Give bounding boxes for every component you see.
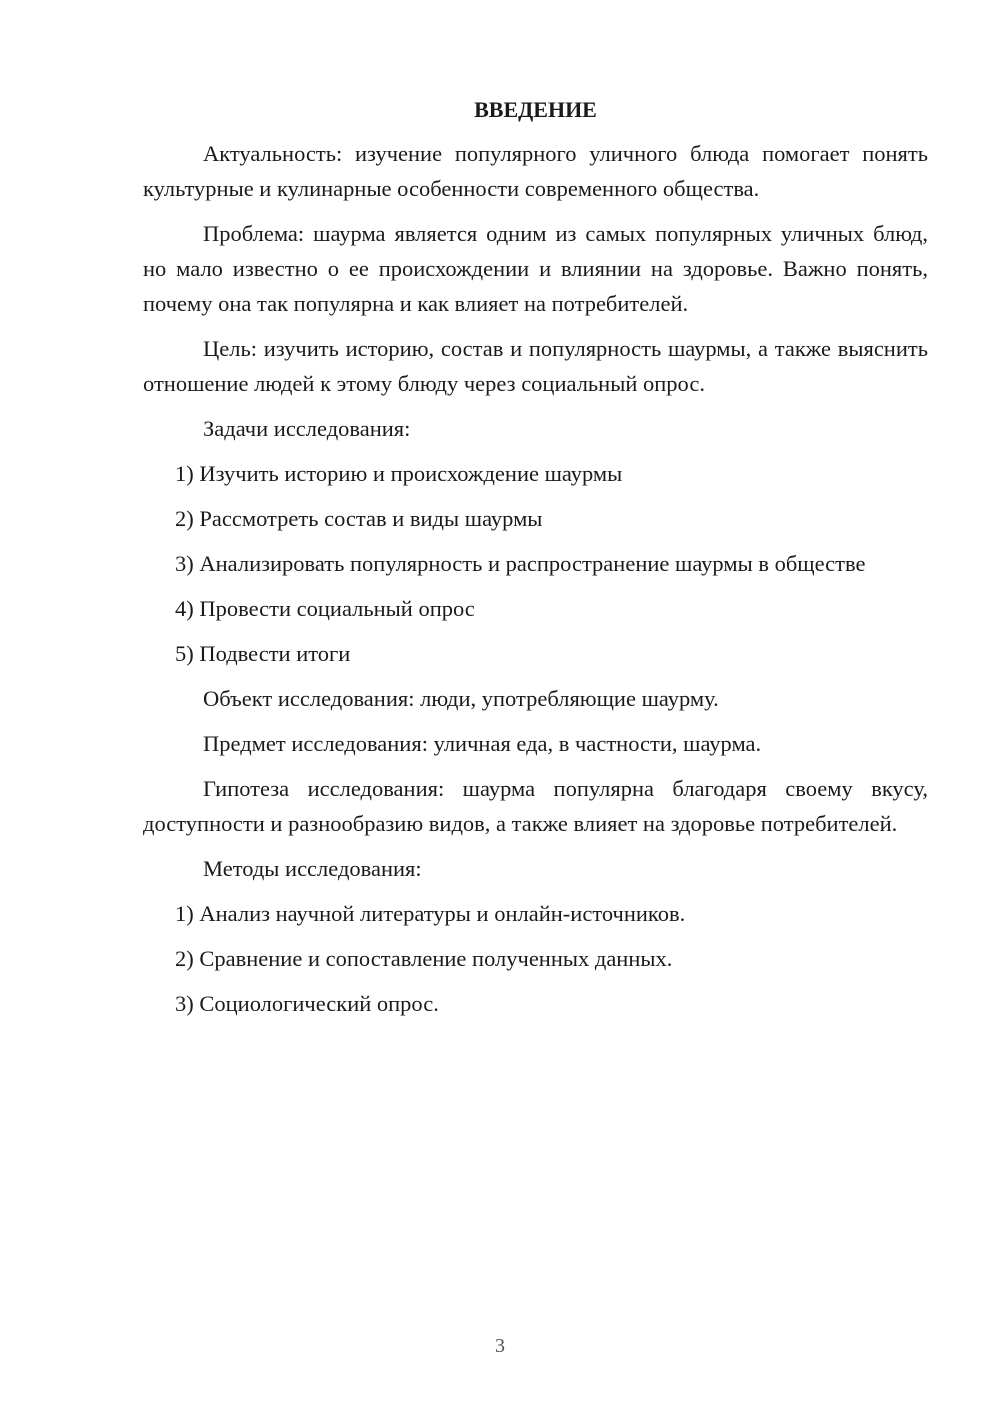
task-item-4: 4) Провести социальный опрос (175, 596, 475, 621)
goal-paragraph: Цель: изучить историю, состав и популярность шаурмы, а также выяснить отношение людей к этому блюду через социальный опрос. (143, 336, 928, 396)
subject-paragraph: Предмет исследования: уличная еда, в частности, шаурма. (203, 731, 762, 756)
methods-heading: Методы исследования: (203, 856, 422, 881)
tasks-heading: Задачи исследования: (203, 416, 411, 441)
task-item-3: 3) Анализировать популярность и распространение шаурмы в обществе (175, 551, 866, 576)
document-body (143, 92, 928, 1031)
section-title: ВВЕДЕНИЕ (474, 97, 597, 122)
task-item-2: 2) Рассмотреть состав и виды шаурмы (175, 506, 543, 531)
task-item-5: 5) Подвести итоги (175, 641, 351, 666)
method-item-1: 1) Анализ научной литературы и онлайн-источников. (175, 901, 686, 926)
problem-paragraph: Проблема: шаурма является одним из самых популярных уличных блюд, но мало известно о ее происхождении и влиянии на здоровье. Важно понять, почему она так популярна и как влияет на потребителей. (143, 221, 928, 316)
page-number: 3 (495, 1335, 505, 1357)
object-paragraph: Объект исследования: люди, употребляющие шаурму. (203, 686, 719, 711)
task-item-1: 1) Изучить историю и происхождение шаурмы (175, 461, 623, 486)
hypothesis-paragraph: Гипотеза исследования: шаурма популярна благодаря своему вкусу, доступности и разнообразию видов, а также влияет на здоровье потребителей. (143, 776, 928, 836)
method-item-2: 2) Сравнение и сопоставление полученных данных. (175, 946, 673, 971)
method-item-3: 3) Социологический опрос. (175, 991, 439, 1016)
relevance-paragraph: Актуальность: изучение популярного уличного блюда помогает понять культурные и кулинарные особенности современного общества. (143, 141, 928, 201)
